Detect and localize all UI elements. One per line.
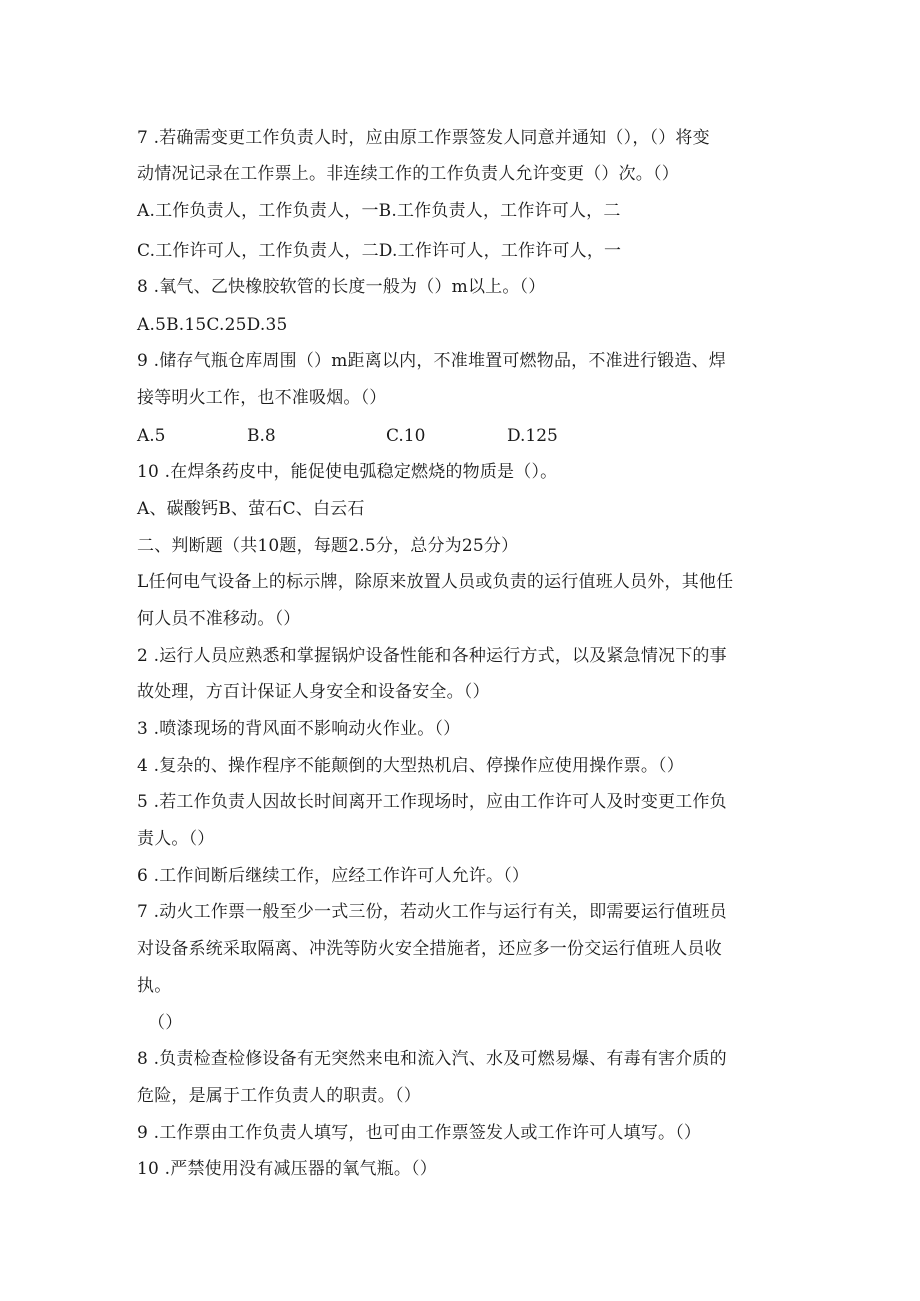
q9-option-a: A.5 — [137, 426, 166, 446]
tf1-line-2: 何人员不准移动。（） — [137, 609, 301, 629]
tf5-line-1: 5 .若工作负责人因故长时间离开工作现场时，应由工作许可人及时变更工作负 — [137, 792, 727, 812]
tf7-answer-bracket: （） — [148, 1013, 183, 1033]
q9-option-c: C.10 — [386, 426, 426, 446]
tf4: 4 .复杂的、操作程序不能颠倒的大型热机启、停操作应使用操作票。（） — [137, 756, 684, 776]
tf6: 6 .工作间断后继续工作，应经工作许可人允许。（） — [137, 866, 530, 886]
tf10: 10 .严禁使用没有减压器的氧气瓶。（） — [137, 1159, 437, 1179]
q10-options: A、碳酸钙B、萤石C、白云石 — [137, 499, 365, 519]
q7-options-line-1: A.工作负责人，工作负责人，一B.工作负责人，工作许可人，二 — [137, 201, 621, 221]
q7-options-line-2: C.工作许可人，工作负责人，二D.工作许可人，工作许可人，一 — [137, 241, 622, 261]
q7-stem-line-1: 7 .若确需变更工作负责人时，应由原工作票签发人同意并通知（），（）将变 — [137, 128, 710, 148]
q8-options: A.5B.15C.25D.35 — [137, 315, 288, 335]
q10-stem: 10 .在焊条药皮中，能促使电弧稳定燃烧的物质是（）。 — [137, 462, 558, 482]
tf2-line-2: 故处理，方百计保证人身安全和设备安全。（） — [137, 682, 490, 702]
tf9: 9 .工作票由工作负责人填写，也可由工作票签发人或工作许可人填写。（） — [137, 1123, 702, 1143]
tf8-line-1: 8 .负责检查检修设备有无突然来电和流入汽、水及可燃易爆、有毒有害介质的 — [137, 1049, 727, 1069]
q9-option-d: D.125 — [507, 426, 558, 446]
q8-stem: 8 .氧气、乙快橡胶软管的长度一般为（）m以上。（） — [137, 277, 546, 297]
tf7-line-3: 执。 — [137, 976, 172, 996]
tf2-line-1: 2 .运行人员应熟悉和掌握锅炉设备性能和各种运行方式，以及紧急情况下的事 — [137, 646, 727, 666]
tf7-line-2: 对设备系统采取隔离、冲洗等防火安全措施者，还应多一份交运行值班人员收 — [137, 939, 722, 959]
q9-option-b: B.8 — [247, 426, 276, 446]
tf1-line-1: L任何电气设备上的标示牌，除原来放置人员或负责的运行值班人员外，其他任 — [137, 572, 734, 592]
tf3: 3 .喷漆现场的背风面不影响动火作业。（） — [137, 719, 461, 739]
tf7-line-1: 7 .动火工作票一般至少一式三份，若动火工作与运行有关，即需要运行值班员 — [137, 902, 727, 922]
q7-stem-line-2: 动情况记录在工作票上。非连续工作的工作负责人允许变更（）次。（） — [137, 164, 679, 184]
q9-options — [137, 425, 637, 447]
q9-stem-line-2: 接等明火工作，也不准吸烟。（） — [137, 388, 387, 408]
tf8-line-2: 危险，是属于工作负责人的职责。（） — [137, 1086, 421, 1106]
q9-stem-line-1: 9 .储存气瓶仓库周围（）m距离以内，不准堆置可燃物品，不准进行锻造、焊 — [137, 351, 726, 371]
tf5-line-2: 责人。（） — [137, 829, 215, 849]
section-heading-true-false: 二、判断题（共10题，每题2.5分，总分为25分） — [137, 536, 519, 556]
